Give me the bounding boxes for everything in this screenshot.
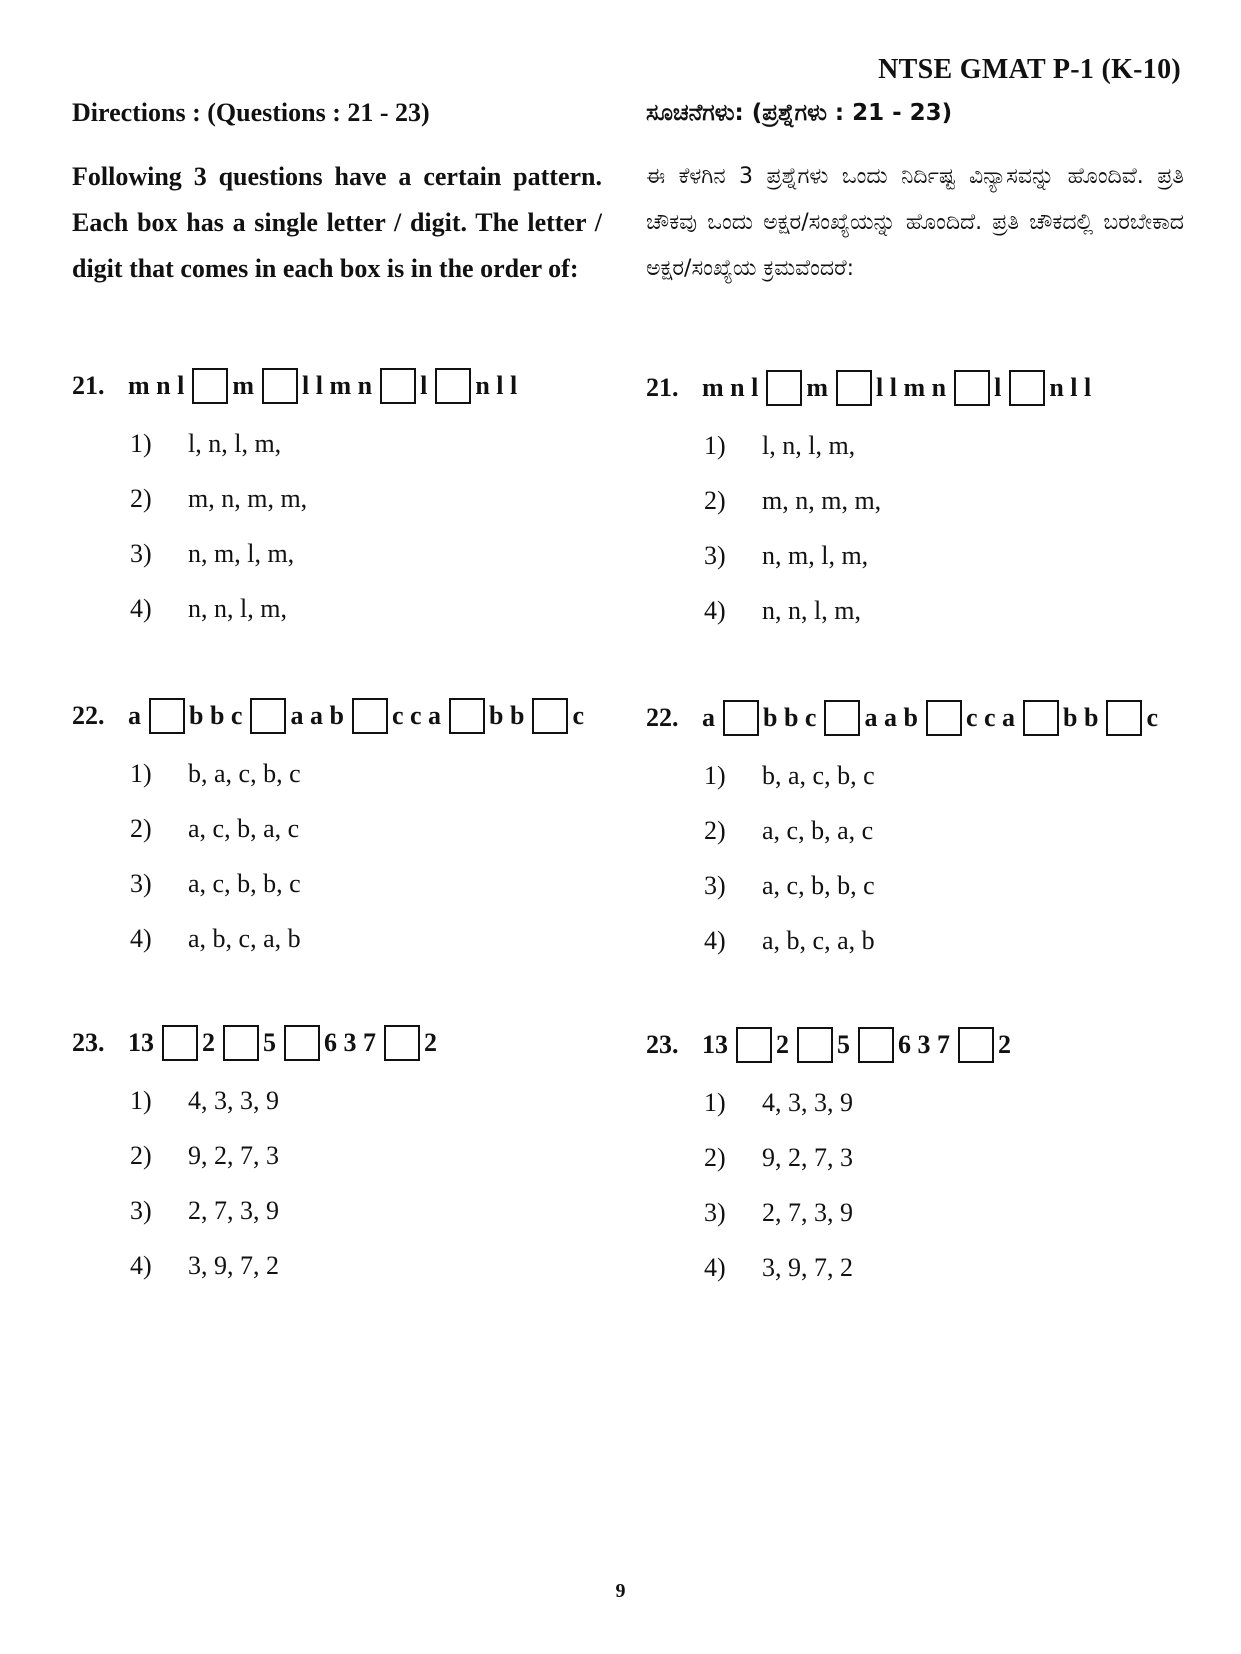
pattern-text: b b: [1063, 703, 1099, 732]
option-number: 2): [130, 484, 152, 513]
option-text: l, n, l, m,: [762, 431, 856, 460]
pattern-text: 2: [424, 1028, 437, 1057]
blank-box: [836, 370, 872, 406]
option-item: [130, 809, 602, 864]
option-number: 1): [704, 1088, 726, 1117]
blank-box: [1106, 700, 1142, 736]
option-item: [704, 1138, 1184, 1193]
pattern-text: m: [232, 371, 255, 400]
option-item: [130, 424, 602, 479]
pattern-text: 2: [202, 1028, 215, 1057]
option-number: 1): [704, 431, 726, 460]
page-number: 9: [615, 1580, 626, 1602]
option-number: 4): [130, 594, 152, 623]
option-number: 2): [704, 486, 726, 515]
pattern-text: a: [702, 703, 715, 732]
option-item: [130, 919, 602, 974]
blank-box: [162, 1025, 198, 1061]
option-item: [130, 864, 602, 919]
pattern-text: n l l: [1049, 373, 1092, 402]
option-item: [130, 534, 602, 589]
blank-box: [149, 698, 185, 734]
option-text: 3, 9, 7, 2: [762, 1253, 853, 1282]
options-list: [72, 424, 602, 644]
option-text: 3, 9, 7, 2: [188, 1251, 279, 1280]
question-23-kannada: [646, 1025, 1184, 1303]
option-text: n, n, l, m,: [762, 596, 861, 625]
option-number: 1): [130, 429, 152, 458]
blank-box: [532, 698, 568, 734]
question-pattern: [72, 366, 602, 406]
question-number: 23.: [72, 1028, 105, 1057]
option-item: [704, 1248, 1184, 1303]
pattern-text: b b c: [763, 703, 817, 732]
options-list: [72, 754, 602, 974]
option-text: l, n, l, m,: [188, 429, 282, 458]
option-text: 4, 3, 3, 9: [188, 1086, 279, 1115]
option-item: [130, 1136, 602, 1191]
question-22: [72, 696, 602, 974]
blank-box: [958, 1027, 994, 1063]
pattern-text: l l m n: [302, 371, 373, 400]
english-column: [72, 96, 602, 1280]
blank-box: [449, 698, 485, 734]
option-text: a, c, b, b, c: [762, 871, 875, 900]
pattern-text: 6 3 7: [898, 1030, 950, 1059]
option-item: [704, 756, 1184, 811]
directions-body-kannada: ಈ ಕೆಳಗಿನ 3 ಪ್ರಶ್ನೆಗಳು ಒಂದು ನಿರ್ದಿಷ್ಟ ವಿನ್ಯಾಸವನ್ನು ಹೊಂದಿವೆ. ಪ್ರತಿ ಚೌಕವು ಒಂದು ಅಕ್ಷರ/ಸಂಖ್ಯೆಯನ್ನು ಹೊಂದಿದೆ. ಪ್ರತಿ ಚೌಕದಲ್ಲಿ ಬರಬೇಕಾದ ಅಕ್ಷರ/ಸಂಖ್ಯೆಯ ಕ್ರಮವೆಂದರೆ:: [646, 164, 1184, 281]
blank-box: [766, 370, 802, 406]
option-text: n, m, l, m,: [188, 539, 295, 568]
pattern-text: l l m n: [876, 373, 947, 402]
option-number: 3): [704, 1198, 726, 1227]
pattern-text: 13: [702, 1030, 728, 1059]
blank-box: [435, 368, 471, 404]
option-number: 4): [704, 926, 726, 955]
option-item: [704, 481, 1184, 536]
option-text: a, b, c, a, b: [188, 924, 301, 953]
blank-box: [223, 1025, 259, 1061]
blank-box: [1009, 370, 1045, 406]
option-number: 1): [130, 1086, 152, 1115]
option-item: [704, 921, 1184, 976]
directions-title-kannada: ಸೂಚನೆಗಳು: (ಪ್ರಶ್ನೆಗಳು : 21 - 23): [646, 100, 953, 126]
blank-box: [723, 700, 759, 736]
pattern-text: 5: [837, 1030, 850, 1059]
option-item: [130, 1191, 602, 1246]
option-item: [130, 479, 602, 534]
question-number: 21.: [72, 371, 105, 400]
option-text: 9, 2, 7, 3: [188, 1141, 279, 1170]
pattern-text: m: [806, 373, 829, 402]
pattern-text: c c a: [391, 701, 442, 730]
option-text: m, n, m, m,: [762, 486, 882, 515]
option-number: 2): [130, 814, 152, 843]
option-item: [130, 589, 602, 644]
pattern-text: c: [1146, 703, 1158, 732]
option-item: [130, 1246, 602, 1301]
options-list: [646, 1083, 1184, 1303]
option-number: 2): [130, 1141, 152, 1170]
option-text: a, c, b, a, c: [762, 816, 874, 845]
question-pattern: [646, 698, 1184, 738]
pattern-text: 5: [263, 1028, 276, 1057]
option-text: n, n, l, m,: [188, 594, 287, 623]
pattern-text: c c a: [965, 703, 1016, 732]
option-text: a, c, b, a, c: [188, 814, 300, 843]
question-pattern: [646, 1025, 1184, 1065]
options-list: [72, 1081, 602, 1301]
option-text: n, m, l, m,: [762, 541, 869, 570]
options-list: [646, 426, 1184, 646]
question-22-kannada: [646, 698, 1184, 976]
question-23: [72, 1023, 602, 1301]
question-number: 22.: [646, 703, 679, 732]
option-number: 4): [130, 924, 152, 953]
option-number: 3): [704, 871, 726, 900]
option-number: 3): [130, 539, 152, 568]
blank-box: [192, 368, 228, 404]
option-number: 4): [704, 596, 726, 625]
option-item: [704, 866, 1184, 921]
option-number: 1): [130, 759, 152, 788]
pattern-text: 2: [776, 1030, 789, 1059]
option-text: 4, 3, 3, 9: [762, 1088, 853, 1117]
option-number: 3): [130, 1196, 152, 1225]
blank-box: [797, 1027, 833, 1063]
kannada-column: [646, 96, 1184, 1282]
pattern-text: b b c: [189, 701, 243, 730]
option-number: 1): [704, 761, 726, 790]
option-text: 2, 7, 3, 9: [762, 1198, 853, 1227]
blank-box: [926, 700, 962, 736]
pattern-text: 2: [998, 1030, 1011, 1059]
option-item: [704, 536, 1184, 591]
blank-box: [250, 698, 286, 734]
blank-box: [262, 368, 298, 404]
option-text: 9, 2, 7, 3: [762, 1143, 853, 1172]
pattern-text: l: [420, 371, 428, 400]
question-pattern: [72, 1023, 602, 1063]
directions-body: Following 3 questions have a certain pattern. Each box has a single letter / digit. The letter / digit that comes in each box is in the order of:: [72, 162, 602, 283]
option-number: 3): [130, 869, 152, 898]
option-item: [704, 426, 1184, 481]
option-number: 2): [704, 1143, 726, 1172]
option-number: 4): [130, 1251, 152, 1280]
pattern-text: a a b: [864, 703, 918, 732]
option-item: [130, 754, 602, 809]
page-header: NTSE GMAT P-1 (K-10): [878, 54, 1181, 85]
question-number: 22.: [72, 701, 105, 730]
option-number: 2): [704, 816, 726, 845]
option-item: [704, 1193, 1184, 1248]
pattern-text: a a b: [290, 701, 344, 730]
option-text: a, c, b, b, c: [188, 869, 301, 898]
question-21-kannada: [646, 368, 1184, 646]
pattern-text: c: [572, 701, 584, 730]
blank-box: [858, 1027, 894, 1063]
option-number: 4): [704, 1253, 726, 1282]
question-number: 23.: [646, 1030, 679, 1059]
blank-box: [352, 698, 388, 734]
option-number: 3): [704, 541, 726, 570]
question-pattern: [72, 696, 602, 736]
option-item: [704, 591, 1184, 646]
pattern-text: m n l: [702, 373, 759, 402]
option-text: b, a, c, b, c: [762, 761, 875, 790]
pattern-text: 13: [128, 1028, 154, 1057]
pattern-text: b b: [489, 701, 525, 730]
blank-box: [284, 1025, 320, 1061]
option-text: b, a, c, b, c: [188, 759, 301, 788]
question-pattern: [646, 368, 1184, 408]
option-text: m, n, m, m,: [188, 484, 308, 513]
blank-box: [1023, 700, 1059, 736]
pattern-text: a: [128, 701, 141, 730]
blank-box: [736, 1027, 772, 1063]
option-text: 2, 7, 3, 9: [188, 1196, 279, 1225]
blank-box: [954, 370, 990, 406]
question-number: 21.: [646, 373, 679, 402]
pattern-text: m n l: [128, 371, 185, 400]
blank-box: [824, 700, 860, 736]
blank-box: [384, 1025, 420, 1061]
pattern-text: l: [994, 373, 1002, 402]
option-item: [130, 1081, 602, 1136]
blank-box: [380, 368, 416, 404]
directions-title: Directions : (Questions : 21 - 23): [72, 98, 430, 127]
pattern-text: 6 3 7: [324, 1028, 376, 1057]
pattern-text: n l l: [475, 371, 518, 400]
question-21: [72, 366, 602, 644]
option-item: [704, 1083, 1184, 1138]
option-text: a, b, c, a, b: [762, 926, 875, 955]
options-list: [646, 756, 1184, 976]
option-item: [704, 811, 1184, 866]
